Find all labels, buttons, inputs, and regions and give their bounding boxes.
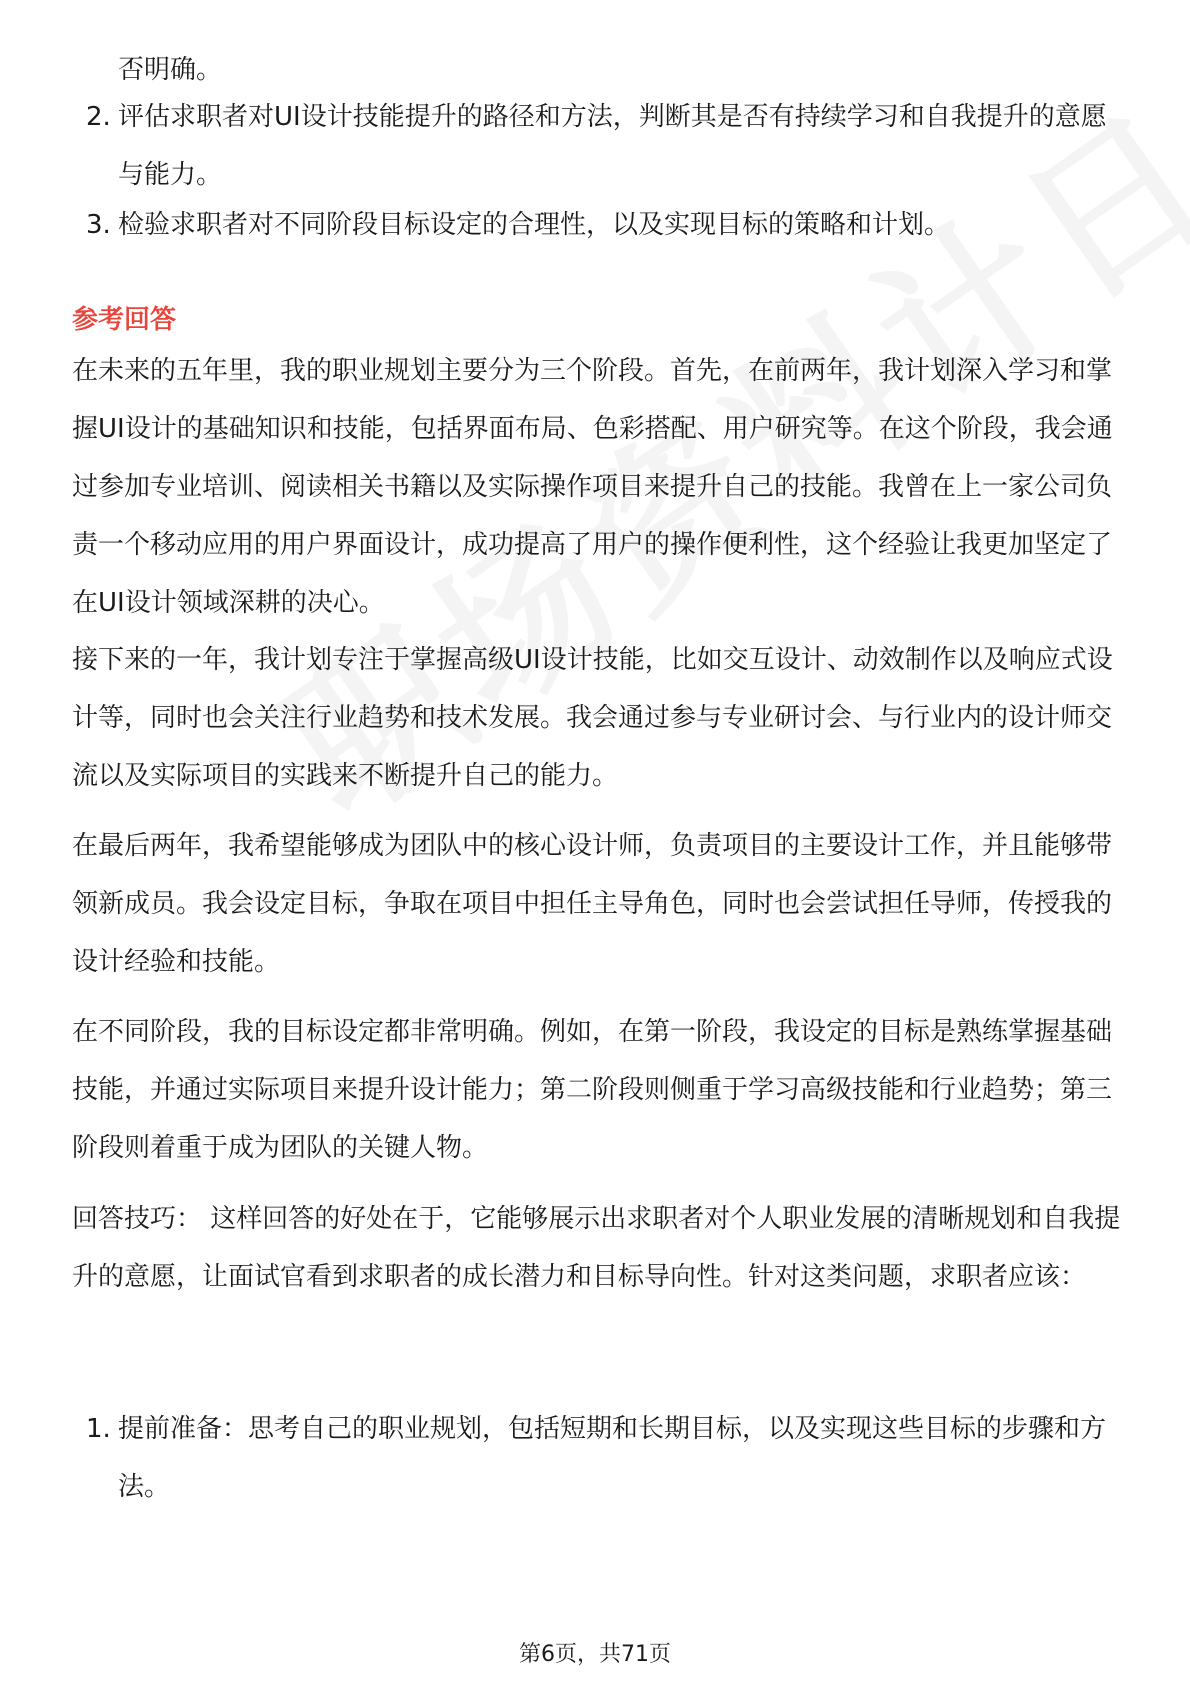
answer-paragraph-3: 在最后两年，我希望能够成为团队中的核心设计师，负责项目的主要设计工作，并且能够带领新成员。我会设定目标，争取在项目中担任主导角色，同时也会尝试担任导师，传授我的设计经验和技能。 <box>72 831 1113 977</box>
list-item-text: 检验求职者对不同阶段目标设定的合理性，以及实现目标的策略和计划。 <box>118 210 951 240</box>
answer-paragraph-4: 在不同阶段，我的目标设定都非常明确。例如，在第一阶段，我设定的目标是熟练掌握基础技能，并通过实际项目来提升设计能力；第二阶段则侧重于学习高级技能和行业趋势；第三阶段则着重于成为团队的关键人物。 <box>72 1017 1113 1163</box>
list-number: 2. <box>86 102 111 132</box>
list-number: 3. <box>86 210 111 240</box>
list-item <box>72 1400 1122 1516</box>
list-item <box>72 196 1122 254</box>
list-item-text: 提前准备：思考自己的职业规划，包括短期和长期目标，以及实现这些目标的步骤和方法。 <box>118 1414 1107 1502</box>
section-heading: 参考回答 <box>72 305 177 335</box>
list-number: 1. <box>86 1414 111 1444</box>
list-item-text: 评估求职者对UI设计技能提升的路径和方法，判断其是否有持续学习和自我提升的意愿与能力。 <box>118 102 1107 190</box>
page-footer: 第6页，共71页 <box>519 1642 671 1667</box>
tips-paragraph: 回答技巧： 这样回答的好处在于，它能够展示出求职者对个人职业发展的清晰规划和自我提升的意愿，让面试官看到求职者的成长潜力和目标导向性。针对这类问题，求职者应该： <box>72 1204 1121 1292</box>
answer-paragraph-2: 接下来的一年，我计划专注于掌握高级UI设计技能，比如交互设计、动效制作以及响应式设计等，同时也会关注行业趋势和技术发展。我会通过参与专业研讨会、与行业内的设计师交流以及实际项目的实践来不断提升自己的能力。 <box>72 645 1113 791</box>
list-item-continuation: 否明确。 <box>118 55 223 85</box>
list-item <box>72 88 1122 204</box>
answer-paragraph-1: 在未来的五年里，我的职业规划主要分为三个阶段。首先，在前两年，我计划深入学习和掌握UI设计的基础知识和技能，包括界面布局、色彩搭配、用户研究等。在这个阶段，我会通过参加专业培训、阅读相关书籍以及实际操作项目来提升自己的技能。我曾在上一家公司负责一个移动应用的用户界面设计，成功提高了用户的操作便利性，这个经验让我更加坚定了在UI设计领域深耕的决心。 <box>72 356 1113 618</box>
